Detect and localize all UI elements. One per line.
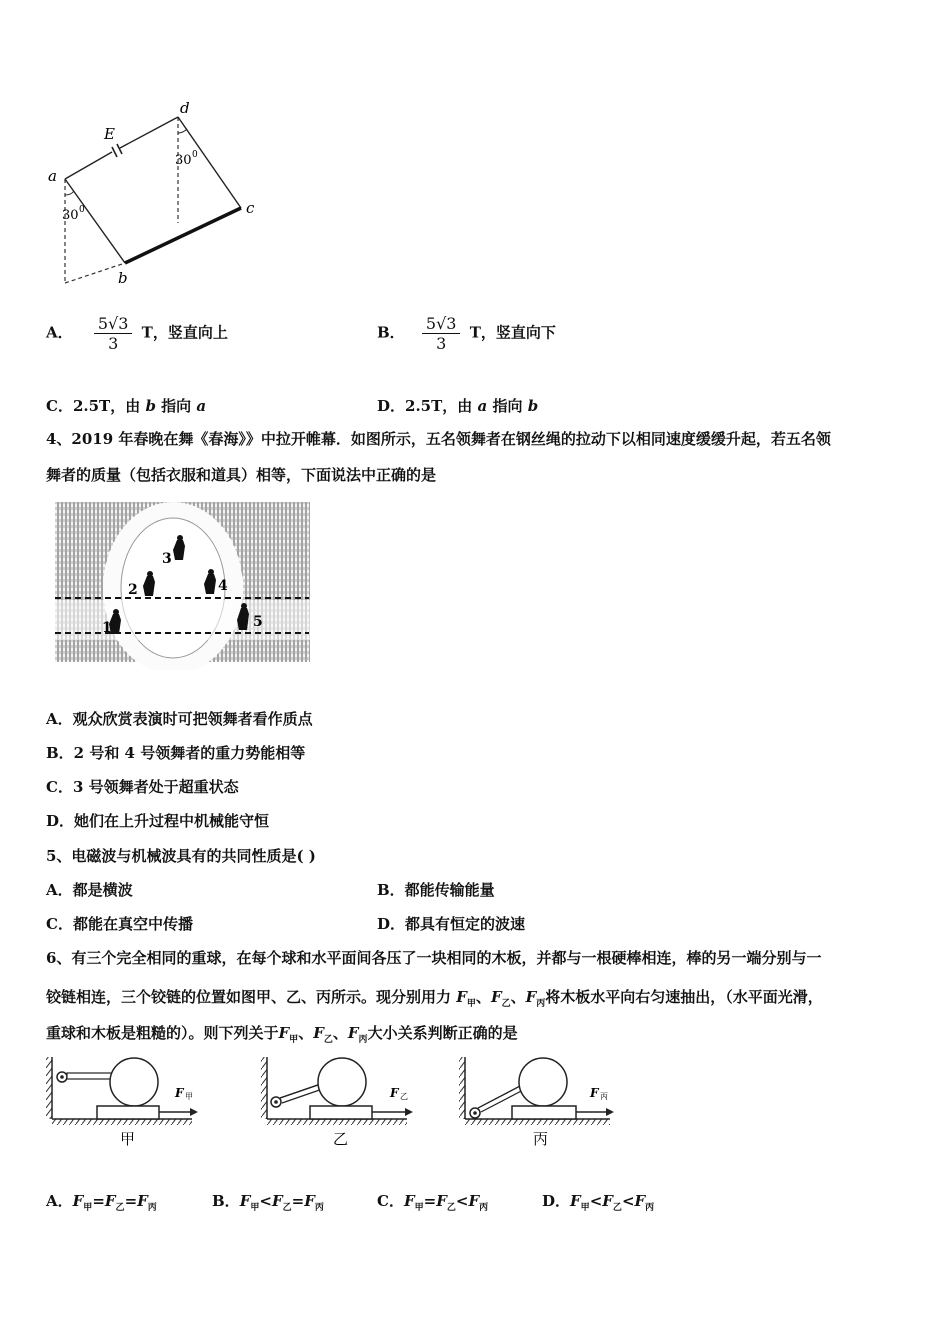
force-sub-bing: 丙: [600, 1092, 608, 1101]
q3-option-c[interactable]: C．2.5T，由 b 指向 a: [46, 397, 207, 415]
fraction-denominator: 3: [436, 334, 447, 353]
q6-option-d[interactable]: D．$F_甲<F_乙<F_丙$: [542, 1192, 655, 1213]
label-E: E: [104, 125, 115, 143]
q5-option-a[interactable]: A．都是横波: [46, 881, 133, 899]
fraction-numerator: 5√3: [422, 314, 461, 334]
dancer-label-3: 3: [162, 551, 172, 567]
q4-option-d[interactable]: D．她们在上升过程中机械能守恒: [46, 812, 270, 830]
q5-option-b[interactable]: B．都能传输能量: [377, 881, 495, 899]
q4-stem: 4、2019 年春晚在舞《春海》》中拉开帷幕．如图所示，五名领舞者在钢丝绳的拉动下以相同速度缓缓升起，若五名领 舞者的质量（包括衣服和道具）相等，下面说法中正确的是: [46, 430, 831, 484]
q5-option-c[interactable]: C．都能在真空中传播: [46, 915, 193, 933]
caption-jia: 甲: [120, 1130, 136, 1148]
force-sub-yi: 乙: [400, 1092, 408, 1101]
q4-option-c[interactable]: C．3 号领舞者处于超重状态: [46, 778, 239, 796]
angle-label-d: 30: [175, 153, 192, 168]
q3-circuit-figure: [40, 95, 280, 295]
figure-bing: [459, 1057, 614, 1148]
q5-option-d[interactable]: D．都具有恒定的波速: [377, 915, 526, 933]
dancer-label-1: 1: [102, 620, 112, 636]
q3-option-a[interactable]: A． $\frac{5√3}{3}$ T，竖直向上: [46, 314, 228, 353]
q6-figures: [40, 1052, 620, 1152]
q6-stem-line2: 铰链相连，三个铰链的位置如图甲、乙、丙所示。现分别用力 $F_甲$、$F_乙$、$F_丙$将木板水平向右匀速抽出，（水平面光滑，: [46, 988, 823, 1009]
q4-dancers-photo: [45, 500, 310, 670]
figure-jia: [46, 1057, 198, 1148]
fraction-numerator: 5√3: [94, 314, 133, 334]
force-label-jia: F: [175, 1086, 184, 1100]
q6-stem-line1: 6、有三个完全相同的重球，在每个球和水平面间各压了一块相同的木板，并都与一根硬棒相连，棒的另一端分别与一: [46, 949, 822, 967]
dancer-label-5: 5: [253, 614, 263, 630]
dancer-label-4: 4: [218, 578, 228, 594]
dancer-label-2: 2: [128, 582, 138, 598]
q3-option-b[interactable]: B． $\frac{5√3}{3}$ T，竖直向下: [377, 314, 556, 353]
q6-option-a[interactable]: A．$F_甲=F_乙=F_丙$: [46, 1192, 157, 1213]
q4-option-b[interactable]: B．2 号和 4 号领舞者的重力势能相等: [46, 744, 306, 762]
figure-yi: [261, 1057, 413, 1148]
force-sub-jia: 甲: [185, 1092, 193, 1101]
force-label-bing: F: [590, 1086, 599, 1100]
angle-degree-d: 0: [192, 150, 198, 160]
angle-degree-a: 0: [79, 205, 85, 215]
q6-stem-line3: 重球和木板是粗糙的）。则下列关于$F_甲$、$F_乙$、$F_丙$大小关系判断正确的是: [46, 1024, 518, 1045]
label-d: d: [180, 99, 190, 117]
q6-option-b[interactable]: B．$F_甲<F_乙=F_丙$: [212, 1192, 324, 1213]
force-label-yi: F: [390, 1086, 399, 1100]
caption-yi: 乙: [333, 1130, 349, 1148]
label-c: c: [246, 199, 255, 217]
label-a: a: [48, 167, 57, 185]
q3-option-d[interactable]: D．2.5T，由 a 指向 b: [377, 397, 539, 415]
q4-option-a[interactable]: A．观众欣赏表演时可把领舞者看作质点: [46, 710, 313, 728]
angle-label-a: 30: [62, 208, 79, 223]
fraction-denominator: 3: [108, 334, 119, 353]
label-b: b: [118, 269, 128, 287]
q6-option-c[interactable]: C．$F_甲=F_乙<F_丙$: [377, 1192, 489, 1213]
caption-bing: 丙: [533, 1130, 549, 1148]
q5-stem: 5、电磁波与机械波具有的共同性质是( ): [46, 847, 316, 865]
